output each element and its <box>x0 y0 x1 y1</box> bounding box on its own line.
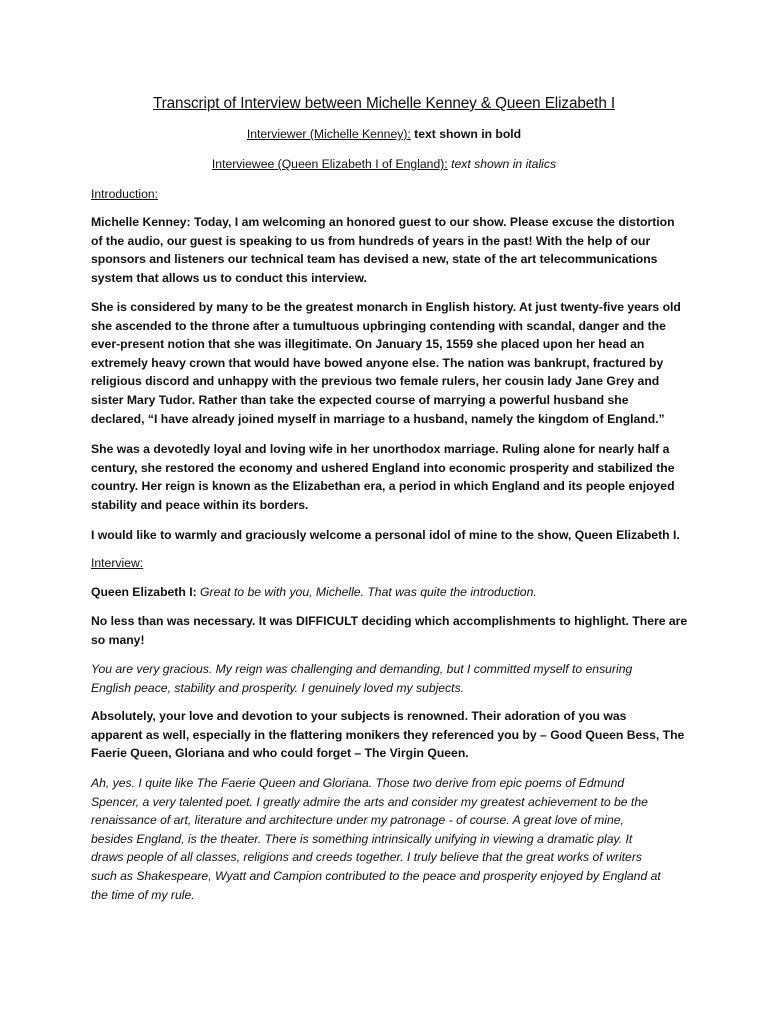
text-line: I would like to warmly and graciously welcome a personal idol of mine to the show, Queen Elizabeth I. <box>91 528 680 542</box>
introduction-heading: Introduction: <box>91 187 159 201</box>
interviewee-legend <box>0 157 768 171</box>
text-line: Faerie Queen, Gloriana and who could forget – The Virgin Queen. <box>91 746 469 761</box>
intro-paragraph-4 <box>91 526 691 545</box>
text-line: system that allows us to conduct this interview. <box>91 270 367 285</box>
interviewer-label: Interviewer (Michelle Kenney): <box>246 127 411 141</box>
text-line: You are very gracious. My reign was challenging and demanding, but I committed myself to ensuring <box>91 662 633 676</box>
text-line: Michelle Kenney: Today, I am welcoming an honored guest to our show. Please excuse the distortion <box>91 215 675 229</box>
interviewee-label: Interviewee (Queen Elizabeth I of England): <box>211 157 448 171</box>
reply-text: Great to be with you, Michelle. That was quite the introduction. <box>196 585 537 599</box>
interviewee-note: text shown in italics <box>447 157 557 171</box>
text-line: extremely heavy crown that would have bowed anyone else. The nation was bankrupt, fractured by <box>91 355 664 370</box>
text-line: English peace, stability and prosperity. I genuinely loved my subjects. <box>91 680 465 695</box>
intro-paragraph-2 <box>91 298 691 428</box>
text-line: such as Shakespeare, Wyatt and Campion contributed to the peace and prosperity enjoyed by England at <box>91 868 661 883</box>
kenney-question-2 <box>91 707 691 763</box>
interviewer-legend <box>0 127 768 141</box>
intro-paragraph-1 <box>91 213 691 287</box>
elizabeth-reply-1 <box>91 583 691 602</box>
text-line: stability and peace within its borders. <box>91 497 309 512</box>
text-line: She is considered by many to be the greatest monarch in English history. At just twenty-five years old <box>91 300 681 314</box>
text-line: sister Mary Tudor. Rather than take the expected course of marrying a powerful husband she <box>91 392 629 407</box>
text-line: besides England, is the theater. There is something intrinsically unifying in viewing a dramatic play. It <box>91 831 633 846</box>
text-line: declared, “I have already joined myself in marriage to a husband, namely the kingdom of England.” <box>91 411 665 426</box>
text-line: she ascended to the throne after a tumultuous upbringing contending with scandal, danger and the <box>91 318 666 333</box>
document-title: Transcript of Interview between Michelle Kenney & Queen Elizabeth I <box>152 95 616 112</box>
elizabeth-reply-2 <box>91 660 691 697</box>
elizabeth-reply-3 <box>91 774 691 904</box>
text-line: Ah, yes. I quite like The Faerie Queen and Gloriana. Those two derive from epic poems of Edmund <box>91 776 625 790</box>
kenney-question-1 <box>91 612 691 649</box>
text-line: draws people of all classes, religions and creeds together. I truly believe that the great works of writers <box>91 850 642 865</box>
text-line: renaissance of art, literature and architecture under my patronage - of course. A great love of mine, <box>91 813 624 828</box>
text-line <box>91 583 691 602</box>
text-line: the time of my rule. <box>91 887 195 902</box>
text-line: sponsors and listeners our technical team has devised a new, state of the art telecommunications <box>91 252 658 267</box>
text-line: century, she restored the economy and ushered England into economic prosperity and stabilized the <box>91 460 675 475</box>
text-line: of the audio, our guest is speaking to us from hundreds of years in the past! With the help of our <box>91 233 651 248</box>
interviewer-note: text shown in bold <box>410 127 522 141</box>
speaker-label: Queen Elizabeth I: <box>91 585 197 599</box>
text-line: ever-present notion that she was illegitimate. On January 15, 1559 she placed upon her head an <box>91 337 645 352</box>
text-line: No less than was necessary. It was DIFFICULT deciding which accomplishments to highlight. There are <box>91 614 688 628</box>
text-line: country. Her reign is known as the Elizabethan era, a period in which England and its people enjoyed <box>91 479 675 494</box>
text-line: She was a devotedly loyal and loving wife in her unorthodox marriage. Ruling alone for nearly half a <box>91 442 670 456</box>
intro-paragraph-3 <box>91 440 691 514</box>
text-line: so many! <box>91 632 145 647</box>
text-line: religious discord and unhappy with the previous two female rulers, her cousin lady Jane Grey and <box>91 374 660 389</box>
interview-heading: Interview: <box>91 556 144 570</box>
text-line: Absolutely, your love and devotion to your subjects is renowned. Their adoration of you was <box>91 709 627 723</box>
text-line: Spencer, a very talented poet. I greatly admire the arts and consider my greatest achievement to be the <box>91 794 648 809</box>
text-line: apparent as well, especially in the flattering monikers they referenced you by – Good Queen Bess, The <box>91 727 685 742</box>
